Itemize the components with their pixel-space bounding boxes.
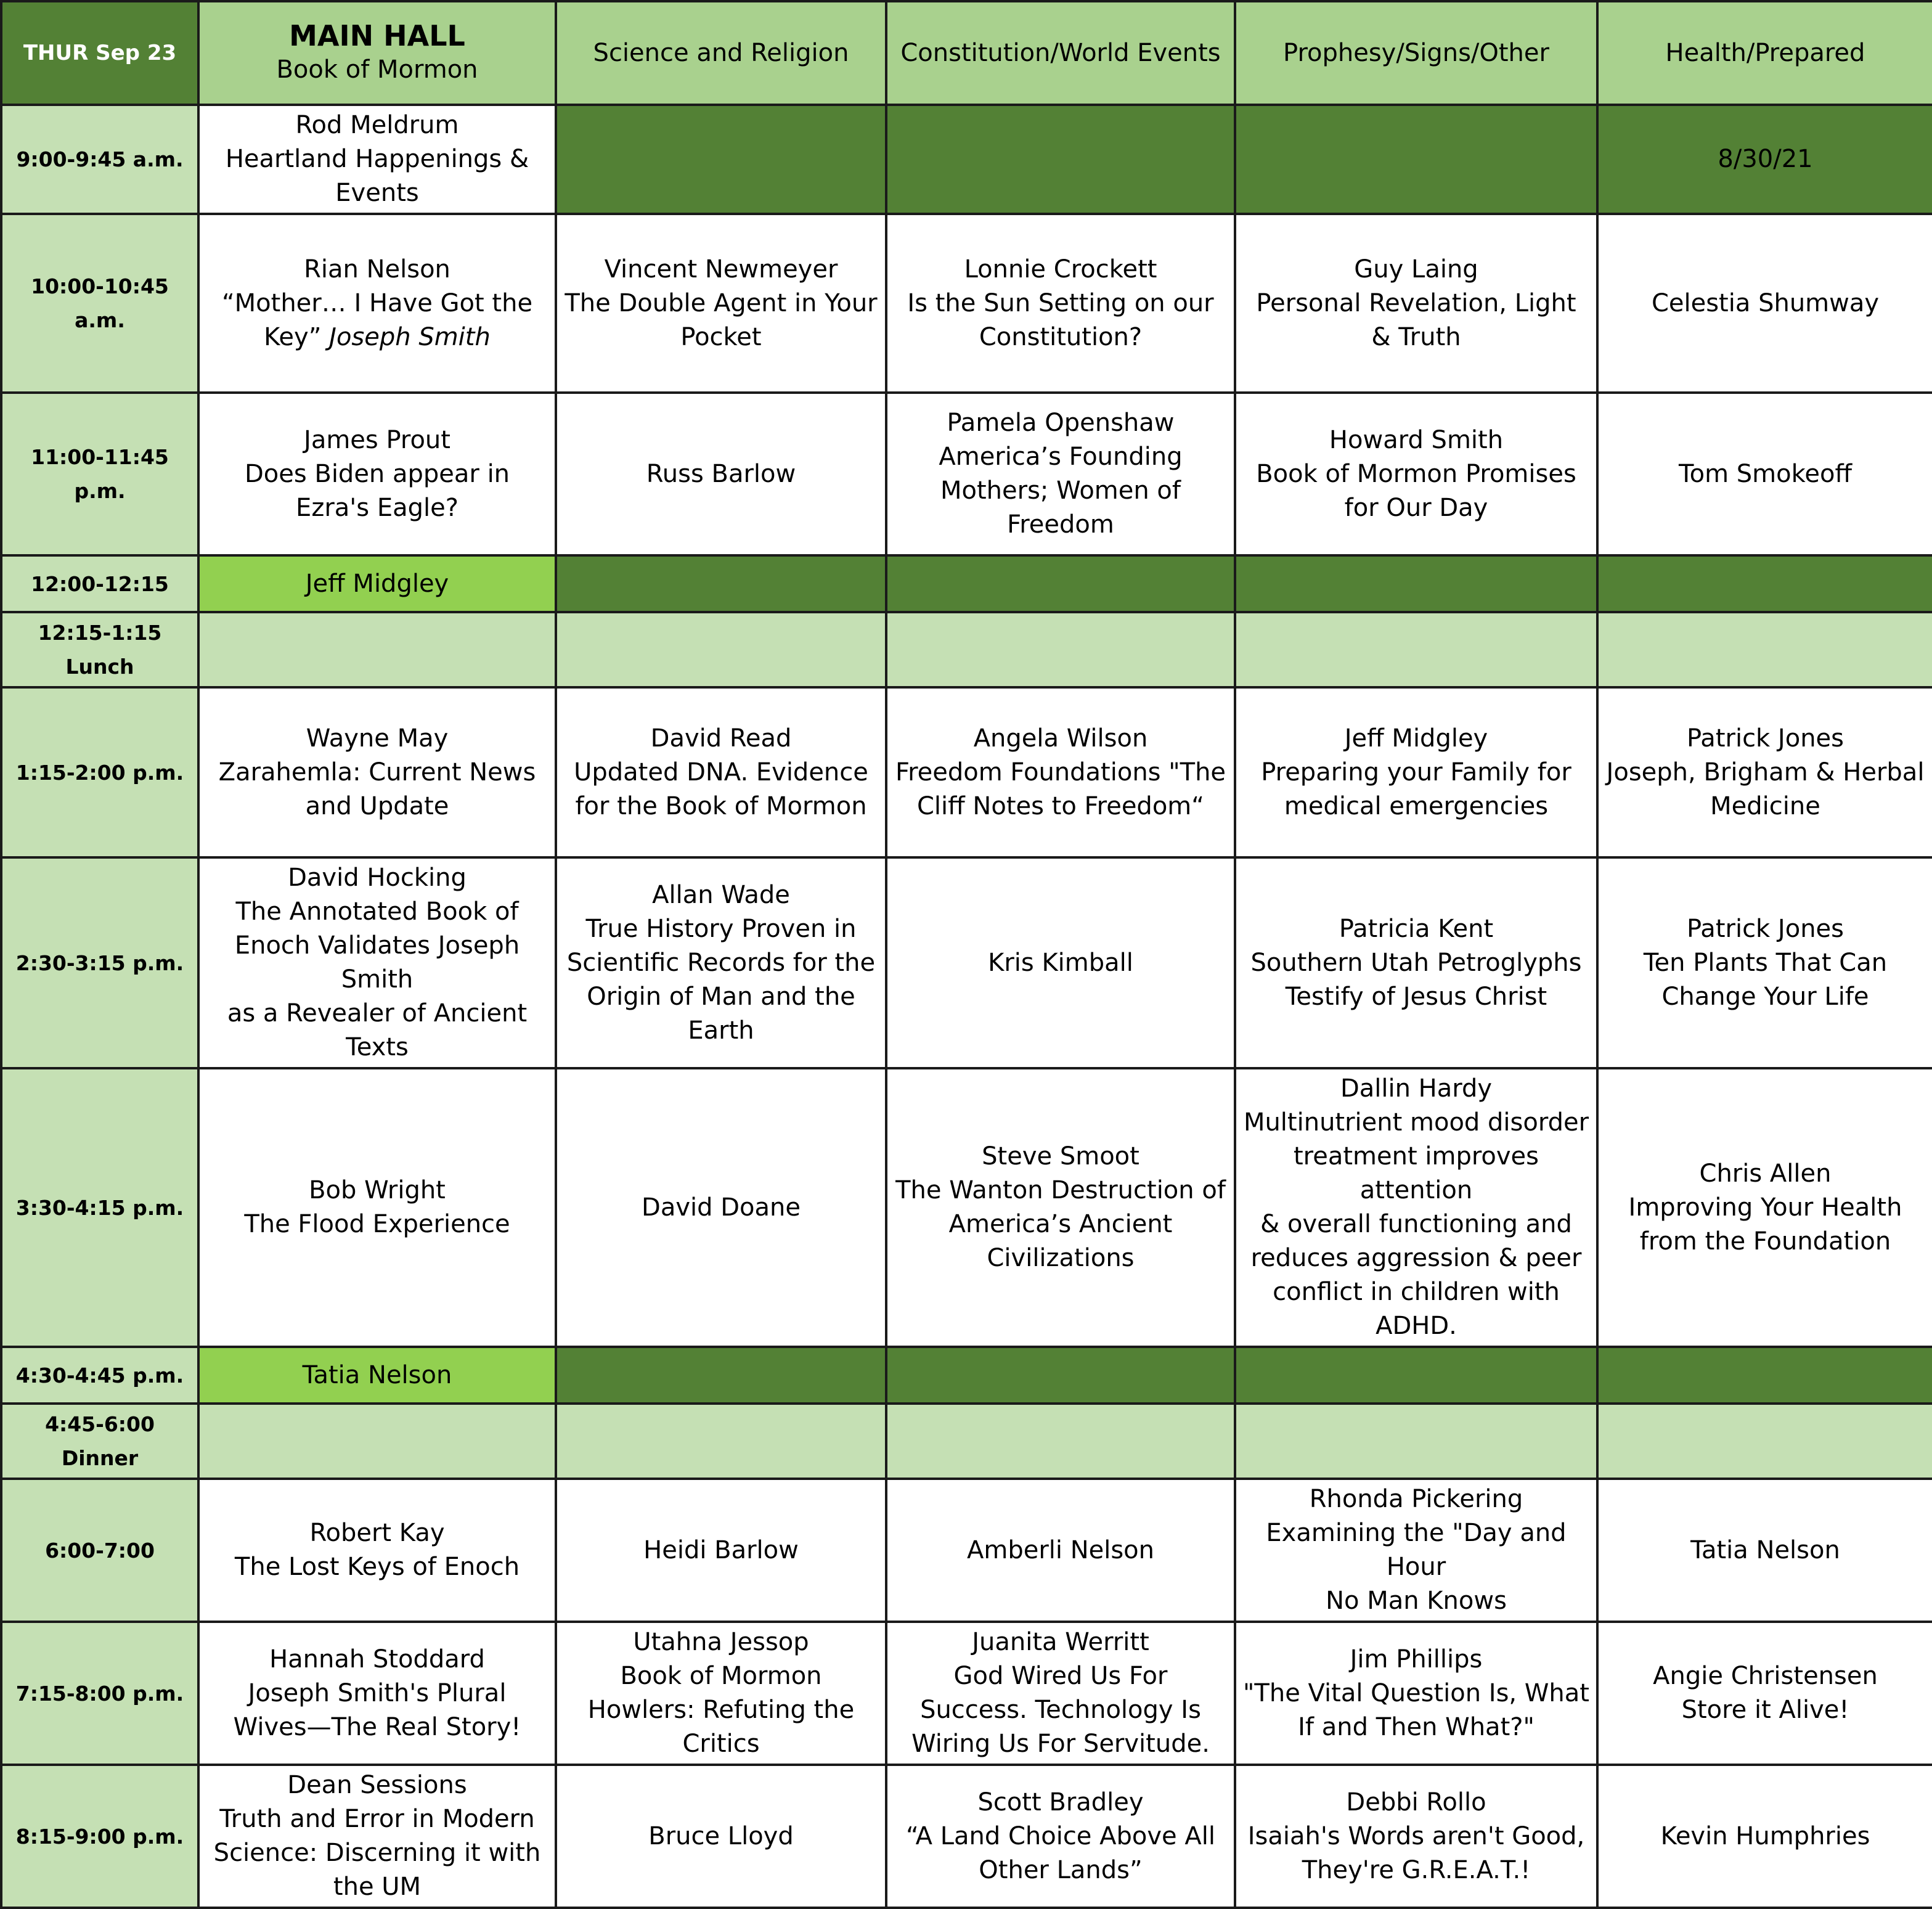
header-row — [1, 1, 1932, 105]
session-title-line: Does Biden appear in — [244, 459, 510, 488]
session-cell-constitution-world-events — [886, 1068, 1235, 1347]
session-cell-constitution-world-events — [886, 1765, 1235, 1908]
session-title-line: They're G.R.E.A.T.! — [1302, 1855, 1531, 1884]
session-cell-science-religion — [556, 1347, 886, 1404]
speaker-name: David Read — [650, 724, 792, 753]
speaker-name: Celestia Shumway — [1651, 288, 1880, 317]
time-slot: 9:00-9:45 a.m. — [1, 105, 198, 214]
session-cell-science-religion — [556, 1479, 886, 1622]
session-cell-prophesy-signs-other — [1235, 1404, 1597, 1479]
speaker-name: Utahna Jessop — [633, 1628, 809, 1656]
session-title-line: and Update — [305, 791, 449, 820]
session-title-line: Scientific Records for the — [566, 948, 876, 977]
session-title-line: Enoch Validates Joseph Smith — [234, 931, 520, 994]
session-cell-constitution-world-events — [886, 1622, 1235, 1765]
speaker-name: Chris Allen — [1699, 1159, 1832, 1188]
time-slot: 4:45-6:00 Dinner — [1, 1404, 198, 1479]
schedule-row — [1, 555, 1932, 612]
session-cell-prophesy-signs-other — [1235, 555, 1597, 612]
session-title-line: & Truth — [1371, 322, 1461, 351]
session-cell-science-religion — [556, 105, 886, 214]
speaker-name: Steve Smoot — [982, 1142, 1139, 1171]
speaker-name: Russ Barlow — [646, 459, 796, 488]
session-cell-prophesy-signs-other — [1235, 1479, 1597, 1622]
speaker-name: Scott Bradley — [977, 1788, 1144, 1817]
time-slot: 12:15-1:15 Lunch — [1, 612, 198, 687]
session-title-line: Heartland Happenings & — [225, 145, 529, 173]
session-title-line: Preparing your Family for — [1261, 758, 1571, 787]
schedule-row — [1, 1622, 1932, 1765]
session-cell-main-hall — [198, 214, 556, 393]
session-title-line: Book of Mormon — [620, 1662, 822, 1690]
time-slot: 7:15-8:00 p.m. — [1, 1622, 198, 1765]
speaker-name: Bruce Lloyd — [648, 1821, 794, 1850]
speaker-name: Kevin Humphries — [1660, 1821, 1870, 1850]
session-title-line: & overall functioning and — [1260, 1210, 1572, 1238]
session-title-line: Origin of Man and the — [587, 982, 855, 1011]
session-title-line: Wives—The Real Story! — [233, 1712, 521, 1741]
session-title-line: from the Foundation — [1639, 1227, 1891, 1256]
session-cell-health-prepared — [1597, 1068, 1932, 1347]
speaker-name: Vincent Newmeyer — [604, 255, 838, 284]
session-cell-prophesy-signs-other — [1235, 1622, 1597, 1765]
speaker-name: Tatia Nelson — [1690, 1535, 1840, 1564]
session-title-line: The Flood Experience — [244, 1210, 510, 1238]
speaker-name: Allan Wade — [652, 880, 790, 909]
speaker-name: Rod Meldrum — [295, 111, 459, 139]
schedule-row — [1, 1479, 1932, 1622]
time-slot: 6:00-7:00 — [1, 1479, 198, 1622]
session-title-line: No Man Knows — [1326, 1587, 1507, 1615]
session-title-line: Success. Technology Is — [920, 1696, 1201, 1724]
speaker-name: Pamela Openshaw — [947, 409, 1175, 437]
speaker-name: Jeff Midgley — [305, 569, 449, 598]
schedule-row — [1, 105, 1932, 214]
session-title-text: Key” — [264, 322, 330, 351]
schedule-row — [1, 612, 1932, 687]
session-cell-constitution-world-events — [886, 1347, 1235, 1404]
session-cell-constitution-world-events — [886, 214, 1235, 393]
session-cell-health-prepared — [1597, 687, 1932, 857]
schedule-row — [1, 1347, 1932, 1404]
day-header: THUR Sep 23 — [1, 1, 198, 105]
session-cell-constitution-world-events — [886, 1404, 1235, 1479]
session-title-line: America’s Ancient — [948, 1210, 1173, 1238]
session-title-line: “Mother… I Have Got the — [221, 288, 533, 317]
speaker-name: Angela Wilson — [973, 724, 1148, 753]
session-title-line: Texts — [346, 1033, 409, 1061]
session-cell-health-prepared — [1597, 1479, 1932, 1622]
speaker-name: Howard Smith — [1329, 425, 1504, 454]
session-title-line: The Wanton Destruction of — [895, 1176, 1226, 1204]
time-slot: 10:00-10:45 a.m. — [1, 214, 198, 393]
schedule-row — [1, 1404, 1932, 1479]
session-title-line: Change Your Life — [1661, 982, 1869, 1011]
session-title-line: Personal Revelation, Light — [1256, 288, 1576, 317]
session-cell-health-prepared — [1597, 105, 1932, 214]
session-title-line: Updated DNA. Evidence — [574, 758, 868, 787]
session-cell-main-hall — [198, 1622, 556, 1765]
session-title-line: Joseph, Brigham & Herbal — [1606, 758, 1925, 787]
speaker-name: Jeff Midgley — [1344, 724, 1488, 753]
session-title-line: for Our Day — [1344, 493, 1488, 522]
speaker-name: Dean Sessions — [287, 1771, 467, 1799]
session-cell-health-prepared — [1597, 1622, 1932, 1765]
session-title-line: “A Land Choice Above All — [906, 1821, 1215, 1850]
schedule-row — [1, 393, 1932, 555]
session-title-line: reduces aggression & peer — [1250, 1244, 1582, 1272]
session-cell-health-prepared — [1597, 1404, 1932, 1479]
session-title-line: Howlers: Refuting the — [587, 1696, 855, 1724]
session-cell-science-religion — [556, 1765, 886, 1908]
session-cell-prophesy-signs-other — [1235, 1765, 1597, 1908]
session-title-line: Book of Mormon Promises — [1256, 459, 1576, 488]
session-title-line: the UM — [333, 1873, 422, 1901]
session-title-italic: Joseph Smith — [329, 322, 491, 351]
session-title-line: Joseph Smith's Plural — [248, 1678, 507, 1707]
track-header-prophesy-signs-other: Prophesy/Signs/Other — [1235, 1, 1597, 105]
session-title-line: Wiring Us For Servitude. — [911, 1730, 1210, 1758]
session-cell-science-religion — [556, 555, 886, 612]
session-title-line: Events — [335, 179, 419, 207]
session-cell-prophesy-signs-other — [1235, 1347, 1597, 1404]
session-cell-prophesy-signs-other — [1235, 105, 1597, 214]
session-cell-science-religion — [556, 1622, 886, 1765]
speaker-name: Angie Christensen — [1653, 1662, 1878, 1690]
main-hall-title: MAIN HALL — [289, 19, 465, 52]
speaker-name: Jim Phillips — [1350, 1645, 1483, 1674]
speaker-name: Patrick Jones — [1686, 914, 1844, 943]
session-title-line: The Annotated Book of — [235, 897, 519, 926]
session-cell-constitution-world-events — [886, 857, 1235, 1068]
session-title-line: ADHD. — [1376, 1312, 1457, 1340]
session-title-line: Examining the "Day and Hour — [1266, 1519, 1567, 1581]
session-cell-health-prepared — [1597, 1765, 1932, 1908]
speaker-name: Kris Kimball — [988, 948, 1133, 977]
session-title-line: The Lost Keys of Enoch — [234, 1553, 520, 1581]
session-title-line: Isaiah's Words aren't Good, — [1247, 1821, 1585, 1850]
session-title-line: Testify of Jesus Christ — [1285, 982, 1547, 1011]
session-title-line: Ezra's Eagle? — [296, 493, 459, 522]
session-title-line: for the Book of Mormon — [575, 791, 867, 820]
speaker-name: Tatia Nelson — [302, 1360, 452, 1389]
session-cell-science-religion — [556, 687, 886, 857]
speaker-name: 8/30/21 — [1718, 145, 1813, 173]
session-title-line: treatment improves attention — [1293, 1142, 1539, 1204]
session-title-line: conflict in children with — [1273, 1278, 1560, 1306]
session-title-line: Mothers; Women of — [940, 476, 1181, 505]
main-hall-subtitle: Book of Mormon — [276, 55, 478, 84]
session-title-line: Multinutrient mood disorder — [1243, 1108, 1589, 1137]
track-header-science-religion: Science and Religion — [556, 1, 886, 105]
session-title-line: Civilizations — [987, 1244, 1135, 1272]
session-cell-science-religion — [556, 214, 886, 393]
speaker-name: Heidi Barlow — [643, 1535, 799, 1564]
session-title-line: Freedom Foundations "The — [895, 758, 1226, 787]
schedule-row — [1, 687, 1932, 857]
session-title-line: Zarahemla: Current News — [218, 758, 536, 787]
session-title-line: Cliff Notes to Freedom“ — [917, 791, 1204, 820]
time-slot: 8:15-9:00 p.m. — [1, 1765, 198, 1908]
speaker-name: Rian Nelson — [304, 255, 450, 284]
session-title-line: True History Proven in — [585, 914, 857, 943]
session-cell-science-religion — [556, 1068, 886, 1347]
session-cell-main-hall — [198, 612, 556, 687]
session-cell-prophesy-signs-other — [1235, 612, 1597, 687]
session-title-line: God Wired Us For — [953, 1662, 1168, 1690]
session-title-line: Other Lands” — [979, 1855, 1143, 1884]
session-cell-main-hall — [198, 393, 556, 555]
session-cell-main-hall — [198, 1068, 556, 1347]
speaker-name: James Prout — [304, 425, 450, 454]
session-cell-constitution-world-events — [886, 1479, 1235, 1622]
speaker-name: Patricia Kent — [1339, 914, 1494, 943]
speaker-name: Hannah Stoddard — [269, 1645, 485, 1674]
time-slot: 4:30-4:45 p.m. — [1, 1347, 198, 1404]
session-title-line: If and Then What?" — [1298, 1712, 1535, 1741]
session-cell-main-hall — [198, 1404, 556, 1479]
speaker-name: Patrick Jones — [1686, 724, 1844, 753]
session-cell-science-religion — [556, 1404, 886, 1479]
session-cell-main-hall — [198, 1765, 556, 1908]
speaker-name: Wayne May — [306, 724, 449, 753]
session-title-line: Is the Sun Setting on our — [907, 288, 1214, 317]
speaker-name: Tom Smokeoff — [1679, 459, 1852, 488]
session-cell-prophesy-signs-other — [1235, 214, 1597, 393]
session-cell-main-hall — [198, 1479, 556, 1622]
main-hall-header — [198, 1, 556, 105]
session-cell-constitution-world-events — [886, 555, 1235, 612]
time-slot: 11:00-11:45 p.m. — [1, 393, 198, 555]
session-title-line: Earth — [688, 1016, 754, 1045]
session-cell-health-prepared — [1597, 612, 1932, 687]
session-cell-constitution-world-events — [886, 687, 1235, 857]
speaker-name: Bob Wright — [309, 1176, 446, 1204]
session-cell-main-hall — [198, 1347, 556, 1404]
speaker-name: David Doane — [642, 1193, 801, 1222]
session-cell-science-religion — [556, 612, 886, 687]
session-title-line: Ten Plants That Can — [1643, 948, 1888, 977]
speaker-name: Rhonda Pickering — [1309, 1485, 1523, 1513]
session-cell-health-prepared — [1597, 214, 1932, 393]
speaker-name: Juanita Werritt — [972, 1628, 1149, 1656]
schedule-row — [1, 214, 1932, 393]
session-title-line: Pocket — [680, 322, 762, 351]
session-title-line: Southern Utah Petroglyphs — [1250, 948, 1582, 977]
speaker-name: Amberli Nelson — [966, 1535, 1155, 1564]
session-cell-constitution-world-events — [886, 612, 1235, 687]
session-cell-health-prepared — [1597, 393, 1932, 555]
speaker-name: Debbi Rollo — [1346, 1788, 1486, 1817]
session-title-line: Freedom — [1007, 510, 1114, 539]
session-title-line: The Double Agent in Your — [565, 288, 878, 317]
track-header-constitution-world-events: Constitution/World Events — [886, 1, 1235, 105]
schedule-row — [1, 1068, 1932, 1347]
session-title-line: Truth and Error in Modern — [219, 1805, 535, 1833]
session-cell-main-hall — [198, 687, 556, 857]
session-cell-main-hall — [198, 105, 556, 214]
session-cell-science-religion — [556, 857, 886, 1068]
time-slot: 3:30-4:15 p.m. — [1, 1068, 198, 1347]
session-title-line: as a Revealer of Ancient — [227, 999, 528, 1028]
session-cell-science-religion — [556, 393, 886, 555]
session-title-line: America’s Founding — [939, 443, 1183, 471]
time-slot: 2:30-3:15 p.m. — [1, 857, 198, 1068]
session-title-line: Critics — [682, 1730, 760, 1758]
session-title-line: medical emergencies — [1284, 791, 1549, 820]
session-cell-constitution-world-events — [886, 105, 1235, 214]
session-cell-health-prepared — [1597, 1347, 1932, 1404]
session-title-line: Medicine — [1710, 791, 1820, 820]
speaker-name: Lonnie Crockett — [964, 255, 1157, 284]
session-cell-prophesy-signs-other — [1235, 857, 1597, 1068]
schedule-body — [1, 105, 1932, 1908]
session-cell-main-hall — [198, 857, 556, 1068]
speaker-name: David Hocking — [288, 864, 467, 892]
session-title-line: "The Vital Question Is, What — [1243, 1678, 1589, 1707]
session-cell-health-prepared — [1597, 857, 1932, 1068]
speaker-name: Robert Kay — [309, 1519, 445, 1547]
session-cell-prophesy-signs-other — [1235, 687, 1597, 857]
session-title-line: Improving Your Health — [1628, 1193, 1902, 1222]
session-title-line: Store it Alive! — [1681, 1696, 1849, 1724]
session-title-line: Science: Discerning it with — [213, 1839, 541, 1867]
time-slot: 12:00-12:15 — [1, 555, 198, 612]
session-cell-health-prepared — [1597, 555, 1932, 612]
session-cell-prophesy-signs-other — [1235, 1068, 1597, 1347]
speaker-name: Dallin Hardy — [1340, 1074, 1493, 1103]
session-title-line: Constitution? — [979, 322, 1143, 351]
schedule-row — [1, 857, 1932, 1068]
session-cell-main-hall — [198, 555, 556, 612]
time-slot: 1:15-2:00 p.m. — [1, 687, 198, 857]
track-header-health-prepared: Health/Prepared — [1597, 1, 1932, 105]
speaker-name: Guy Laing — [1354, 255, 1478, 284]
session-cell-constitution-world-events — [886, 393, 1235, 555]
session-cell-prophesy-signs-other — [1235, 393, 1597, 555]
session-title-line — [206, 321, 548, 354]
schedule-row — [1, 1765, 1932, 1908]
